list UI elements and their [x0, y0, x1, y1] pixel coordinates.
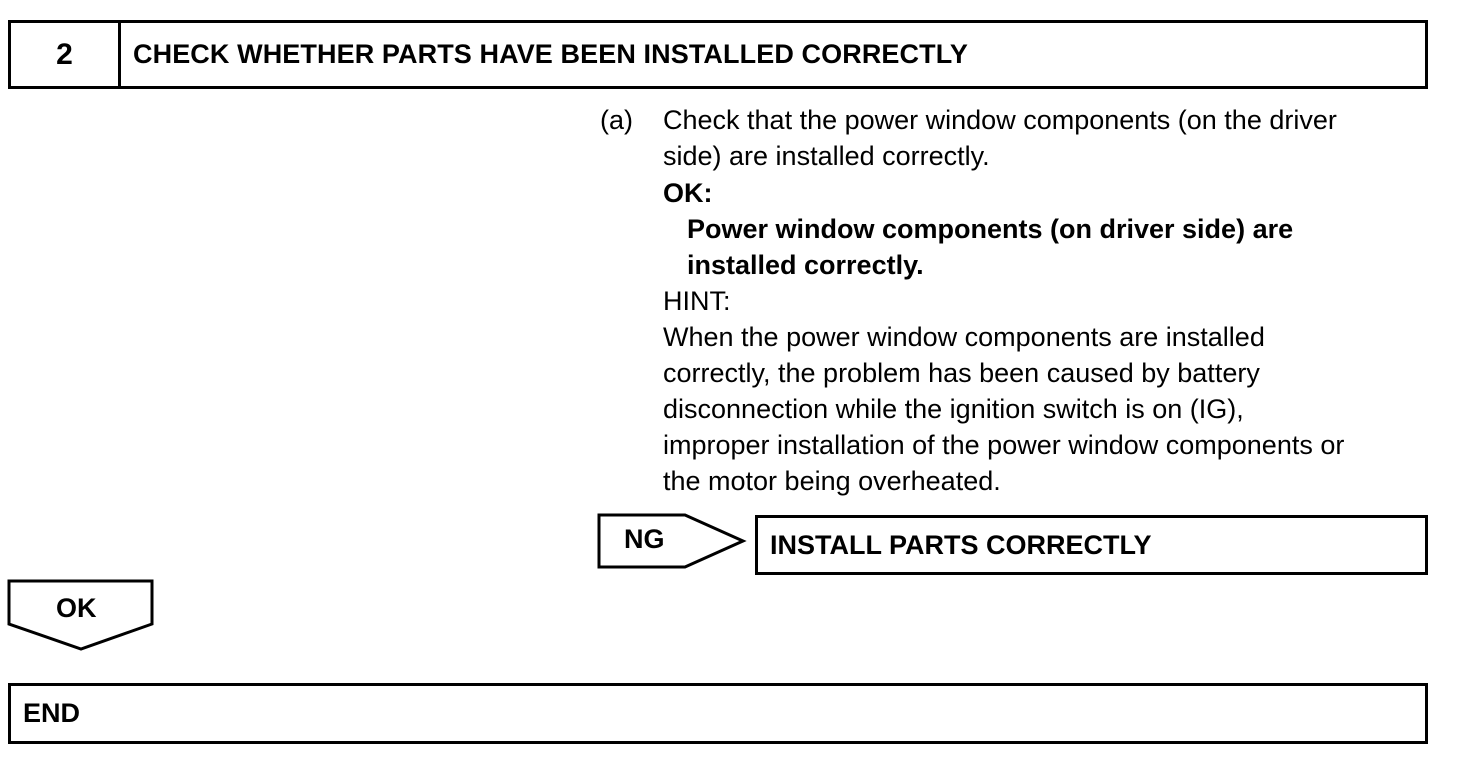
- ng-action-text: INSTALL PARTS CORRECTLY: [770, 529, 1152, 560]
- ok-criteria-line-1: Power window components (on driver side) are: [687, 214, 1294, 244]
- procedure-marker: (a): [600, 105, 633, 135]
- ng-label: NG: [624, 524, 665, 554]
- ng-action-box: [755, 515, 1428, 575]
- ok-criteria-line-2: installed correctly.: [687, 250, 924, 280]
- instruction-line-2: side) are installed correctly.: [663, 141, 990, 171]
- hint-line-1: When the power window components are installed: [663, 322, 1265, 352]
- step-header: [8, 20, 1428, 89]
- step-number: 2: [11, 23, 121, 86]
- ok-criteria-label: OK:: [663, 178, 713, 208]
- hint-line-4: improper installation of the power window components or: [663, 430, 1345, 460]
- hint-line-5: the motor being overheated.: [663, 466, 1001, 496]
- ng-arrow-shape: [597, 513, 749, 571]
- step-title: CHECK WHETHER PARTS HAVE BEEN INSTALLED CORRECTLY: [133, 39, 968, 69]
- instruction-line-1: Check that the power window components (on the driver: [663, 105, 1337, 135]
- ok-label: OK: [56, 593, 97, 623]
- hint-line-2: correctly, the problem has been caused by battery: [663, 358, 1260, 388]
- end-label: END: [23, 698, 81, 728]
- hint-line-3: disconnection while the ignition switch is on (IG),: [663, 394, 1244, 424]
- end-box: [8, 683, 1428, 744]
- hint-label: HINT:: [663, 286, 731, 316]
